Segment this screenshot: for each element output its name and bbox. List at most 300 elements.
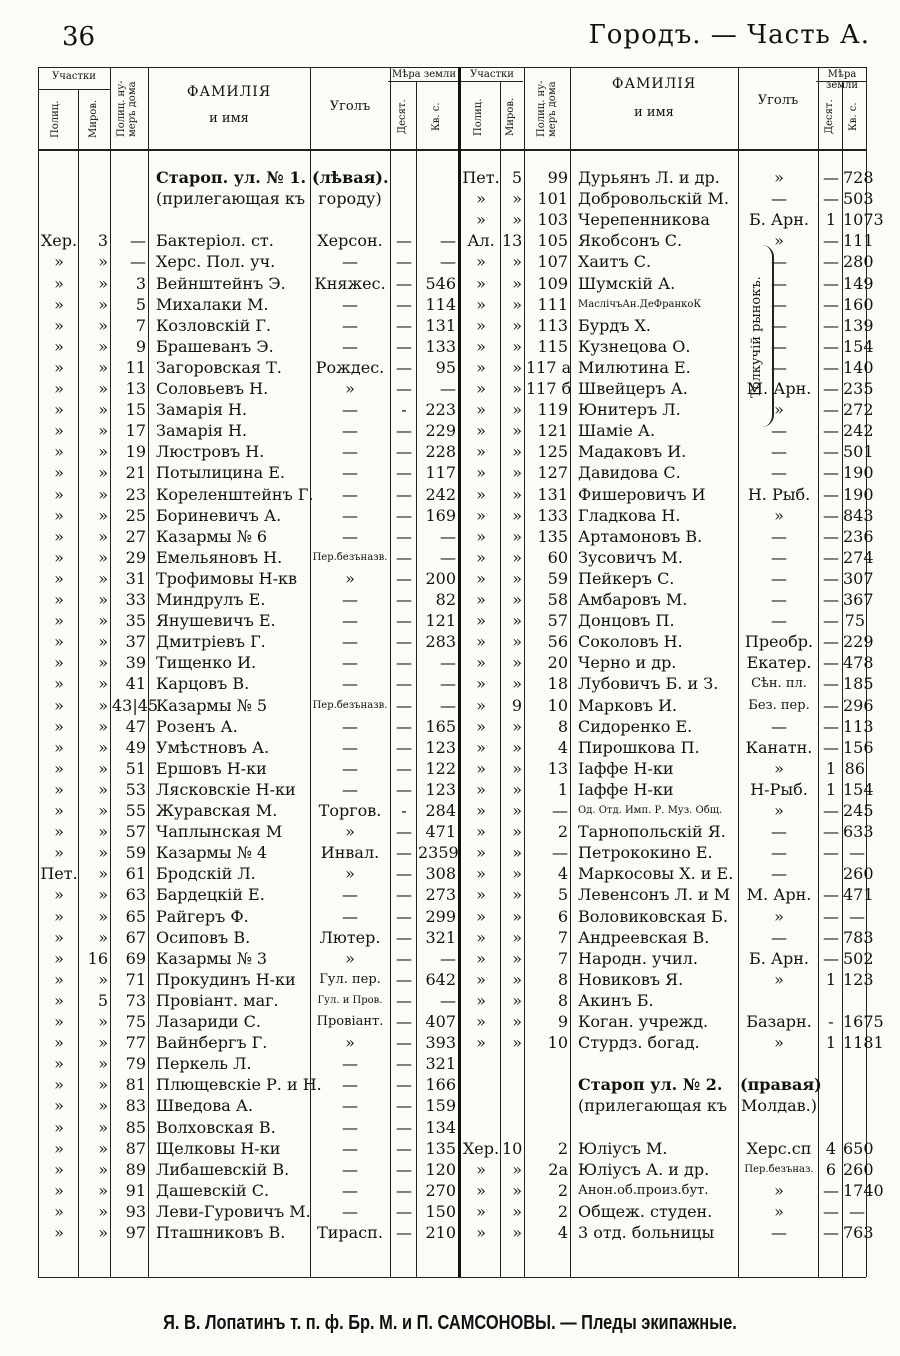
right-row-p: » — [476, 189, 486, 209]
right-row-m: » — [512, 737, 522, 757]
right-row-name: Юліусъ А. и др. — [578, 1159, 710, 1179]
left-row-p: » — [54, 885, 64, 905]
right-row-k: 75 — [844, 611, 865, 631]
right-row-corner: — — [771, 843, 787, 863]
left-row-n: 21 — [125, 463, 146, 483]
left-row-k: 166 — [425, 1075, 456, 1095]
right-row-n: 7 — [557, 948, 568, 968]
left-row-p: » — [54, 1159, 64, 1179]
left-row-name: Умѣстновъ А. — [156, 737, 270, 757]
right-row-name: Юліусъ М. — [578, 1138, 668, 1158]
left-row-d: — — [396, 442, 412, 462]
right-row-k: 86 — [844, 758, 865, 778]
left-row-k: 169 — [425, 505, 456, 525]
right-row-name: Новиковъ Я. — [578, 969, 684, 989]
left-row-m: » — [98, 927, 108, 947]
left-row-n: 59 — [125, 843, 146, 863]
right-row-corner: — — [771, 463, 787, 483]
left-row-k: 321 — [425, 1054, 456, 1074]
left-row-name: Волховская В. — [156, 1117, 276, 1137]
left-row-n: 87 — [125, 1138, 146, 1158]
left-row-n: 17 — [125, 421, 146, 441]
right-row-corner: Канатн. — [745, 737, 813, 757]
left-row-p: » — [54, 1096, 64, 1116]
left-row-name: Загоровская Т. — [156, 357, 282, 377]
right-row-corner: — — [771, 336, 787, 356]
right-row-n: 127 — [537, 463, 568, 483]
left-row-n: 7 — [135, 315, 146, 335]
right-row-d: — — [823, 505, 839, 525]
left-row-n: 35 — [125, 611, 146, 631]
left-row-d: — — [396, 990, 412, 1010]
right-row-corner: » — [774, 758, 784, 778]
left-row-d: - — [401, 400, 407, 420]
left-row-m: » — [98, 779, 108, 799]
left-row-corner: — — [342, 463, 358, 483]
right-row-name: Амбаровъ М. — [578, 590, 688, 609]
right-row-n: — — [552, 801, 568, 820]
right-row-d: — — [823, 611, 839, 631]
left-row-n: 23 — [125, 484, 146, 504]
header-name: и имя — [209, 111, 249, 126]
right-row-corner: Базарн. — [746, 1012, 812, 1031]
right-row-k: 478 — [843, 653, 874, 673]
right-row-k — [843, 1054, 865, 1074]
right-row-name: Воловиковская Б. — [578, 906, 729, 926]
right-row-p: Ал. — [467, 231, 495, 251]
left-row-name: Лазариди С. — [156, 1012, 261, 1031]
right-row-name: Іаффе Н-ки — [578, 758, 674, 778]
left-row-corner: городу) — [318, 189, 382, 209]
right-row-m: » — [512, 315, 522, 335]
right-row-m: » — [512, 653, 522, 673]
right-row-p: » — [476, 843, 486, 863]
right-row-p: » — [476, 906, 486, 926]
left-row-k: 123 — [425, 779, 456, 799]
right-row-m: » — [512, 1012, 522, 1031]
right-row-p: » — [476, 1012, 486, 1031]
right-row-d: — — [823, 927, 839, 947]
right-row-p — [462, 1118, 500, 1138]
left-row-k: 134 — [425, 1117, 456, 1137]
left-row-name: Староп. ул. № 1. — [156, 168, 307, 187]
left-row-m: » — [98, 611, 108, 631]
right-row-n: 117 б — [526, 379, 572, 398]
right-row-p: » — [476, 463, 486, 483]
right-row-k: — — [849, 906, 865, 926]
right-row-m: » — [512, 294, 522, 314]
left-row-n: 49 — [125, 737, 146, 757]
right-row-name: Староп ул. № 2. — [578, 1075, 723, 1095]
left-row-d: — — [396, 315, 412, 335]
right-row-corner: — — [771, 547, 787, 567]
right-row-name: Давидова С. — [578, 463, 681, 483]
right-row-n: 4 — [557, 1223, 568, 1242]
right-row-d: — — [823, 379, 839, 398]
right-row-n: 117 а — [526, 357, 572, 377]
right-row-p: » — [476, 1201, 486, 1221]
left-row-name: Потылицина Е. — [156, 463, 286, 483]
right-row-d — [820, 991, 842, 1011]
left-row-name: Бардецкій Е. — [156, 885, 265, 905]
left-row-d: — — [396, 1012, 412, 1031]
right-row-d: — — [823, 421, 839, 441]
left-row-corner: — — [342, 653, 358, 673]
right-row-k: 650 — [843, 1138, 874, 1158]
right-row-d: — — [823, 843, 839, 863]
right-row-k: 185 — [843, 674, 874, 694]
right-row-d: — — [823, 801, 839, 820]
right-row-n: 10 — [547, 1033, 568, 1053]
right-row-d: — — [823, 568, 839, 588]
left-row-p: » — [54, 758, 64, 778]
left-row-n — [112, 210, 146, 230]
left-row-d: — — [396, 252, 412, 272]
right-row-name: Акинъ Б. — [578, 990, 654, 1010]
right-row-name: Народн. учил. — [578, 948, 698, 968]
left-row-m: » — [98, 758, 108, 778]
right-row-corner: Б. Арн. — [748, 948, 810, 968]
left-row-p: » — [54, 336, 64, 356]
left-row-name: Щелковы Н-ки — [156, 1138, 281, 1158]
right-row-corner: — — [771, 421, 787, 441]
right-row-corner: » — [774, 969, 784, 989]
left-row-k — [418, 210, 456, 230]
left-row-corner: — — [342, 1138, 358, 1158]
left-row-k — [418, 189, 456, 209]
header-land: Мѣра земли — [392, 69, 456, 80]
right-row-n: 2 — [557, 1201, 568, 1221]
left-row-n: 55 — [125, 801, 146, 820]
left-row-name: Миндрулъ Е. — [156, 590, 266, 609]
right-row-p: » — [476, 885, 486, 905]
left-row-corner: — — [342, 590, 358, 609]
left-row-n: 25 — [125, 505, 146, 525]
left-row-m: » — [98, 632, 108, 652]
right-row-n: 2 — [557, 1180, 568, 1200]
right-row-corner: » — [774, 505, 784, 525]
right-row-k: 1675 — [843, 1012, 884, 1031]
left-row-m: » — [98, 1159, 108, 1179]
right-row-corner: — — [771, 927, 787, 947]
right-row-name: МаслічъАн.ДеФранкоК — [578, 298, 702, 310]
left-row-corner: » — [345, 948, 355, 968]
header-corner: Уголъ — [329, 99, 371, 114]
right-row-name — [578, 1118, 740, 1138]
right-row-n: 99 — [547, 168, 568, 187]
left-row-d — [392, 189, 416, 209]
left-row-p: » — [54, 1054, 64, 1074]
right-row-corner: » — [774, 400, 784, 420]
right-row-n: 8 — [557, 716, 568, 736]
right-row-corner: М. Арн. — [746, 885, 812, 905]
right-row-m: » — [512, 484, 522, 504]
left-row-name: Дмитріевъ Г. — [156, 632, 266, 652]
left-row-k: — — [440, 547, 456, 567]
right-row-n: 1 — [557, 779, 568, 799]
right-row-d: — — [823, 906, 839, 926]
right-row-p: » — [476, 969, 486, 989]
left-row-p: » — [54, 484, 64, 504]
left-row-p: Пет. — [40, 864, 78, 884]
right-row-k: 1073 — [843, 210, 884, 230]
left-row-p: » — [54, 1117, 64, 1137]
right-row-k — [843, 1118, 865, 1138]
right-row-name: Соколовъ Н. — [578, 632, 683, 652]
left-row-corner: » — [345, 568, 355, 588]
left-row-corner — [312, 210, 388, 230]
right-row-name: Од. Отд. Имп. Р. Муз. Общ. — [578, 805, 723, 816]
left-row-k: — — [440, 948, 456, 968]
left-row-m — [80, 168, 108, 188]
left-row-name: Райгеръ Ф. — [156, 906, 249, 926]
right-row-p: » — [476, 822, 486, 842]
left-row-k: 120 — [425, 1159, 456, 1179]
left-row-corner: » — [345, 864, 355, 884]
left-row-d — [392, 168, 416, 188]
left-row-n: 73 — [125, 990, 146, 1010]
right-row-corner: » — [774, 168, 784, 187]
right-row-d: — — [823, 822, 839, 842]
right-row-d — [820, 1075, 842, 1095]
left-row-d: — — [396, 1096, 412, 1116]
left-row-n: 29 — [125, 547, 146, 567]
right-row-corner: Екатер. — [746, 653, 812, 673]
right-row-n: 131 — [537, 484, 568, 504]
left-row-k: 2359 — [418, 843, 459, 863]
right-row-k: 236 — [843, 526, 874, 546]
right-row-k: 149 — [843, 273, 874, 293]
left-row-k: 229 — [425, 421, 456, 441]
right-row-p — [462, 1075, 500, 1095]
page-number: 36 — [62, 22, 96, 52]
right-row-m: » — [512, 990, 522, 1010]
left-row-name: Бактеріол. ст. — [156, 231, 274, 251]
right-row-corner: Молдав.) — [741, 1096, 817, 1116]
right-row-d: — — [823, 273, 839, 293]
left-row-name: Чаплынская М — [156, 822, 283, 842]
right-row-name: Тарнопольскій Я. — [578, 822, 726, 842]
right-row-p: » — [476, 779, 486, 799]
left-row-name: Соловьевъ Н. — [156, 379, 269, 398]
left-row-k: 223 — [425, 400, 456, 420]
right-row-corner: — — [771, 273, 787, 293]
left-row-corner: — — [342, 1159, 358, 1179]
left-row-p: » — [54, 674, 64, 694]
right-row-k: 242 — [843, 421, 874, 441]
right-row-corner: » — [774, 231, 784, 251]
left-row-n: 83 — [125, 1096, 146, 1116]
left-row-k: — — [440, 231, 456, 251]
left-row-m: » — [98, 1223, 108, 1242]
right-row-p: » — [476, 716, 486, 736]
right-row-corner: Преобр. — [744, 632, 814, 652]
left-row-p: » — [54, 400, 64, 420]
right-row-k: 123 — [843, 969, 874, 989]
left-row-corner: — — [342, 632, 358, 652]
right-row-p: » — [476, 421, 486, 441]
right-row-n — [526, 1075, 568, 1095]
right-row-name: Фишеровичъ И — [578, 484, 706, 504]
left-row-p: » — [54, 526, 64, 546]
left-row-n: 79 — [125, 1054, 146, 1074]
left-row-corner: » — [345, 822, 355, 842]
left-row-k: — — [440, 252, 456, 272]
left-row-n: — — [130, 252, 146, 272]
left-row-k: 393 — [425, 1033, 456, 1053]
left-row-p: » — [54, 1201, 64, 1221]
left-row-corner: — — [342, 400, 358, 420]
left-row-name: Казармы № 6 — [156, 526, 268, 546]
right-row-k: 1740 — [843, 1180, 884, 1200]
right-row-m: » — [512, 885, 522, 905]
right-row-m: 10 — [502, 1138, 523, 1158]
left-row-m: » — [98, 379, 108, 398]
left-row-name: Прокудинъ Н-ки — [156, 969, 296, 989]
right-row-k: 260 — [843, 864, 874, 884]
left-row-k: — — [440, 379, 456, 398]
right-row-m: » — [512, 568, 522, 588]
left-row-corner: — — [342, 1117, 358, 1137]
left-row-n: 37 — [125, 632, 146, 652]
left-row-n: 69 — [125, 948, 146, 968]
left-row-name: Янушевичъ Е. — [156, 611, 276, 631]
left-row-k: 283 — [425, 632, 456, 652]
left-row-k: 150 — [425, 1201, 456, 1221]
left-row-k: 95 — [435, 357, 456, 377]
left-row-m: » — [98, 590, 108, 609]
left-row-m: » — [98, 906, 108, 926]
left-row-n: 93 — [125, 1201, 146, 1221]
right-row-d: — — [823, 294, 839, 314]
right-row-n: 2 — [557, 1138, 568, 1158]
right-row-n: 18 — [547, 674, 568, 694]
left-row-n: 75 — [125, 1012, 146, 1031]
right-row-d: — — [823, 653, 839, 673]
left-row-k: 270 — [425, 1180, 456, 1200]
right-row-name: Милютина Е. — [578, 357, 691, 377]
left-row-n: 89 — [125, 1159, 146, 1179]
left-row-d: — — [396, 231, 412, 251]
left-row-d: — — [396, 1201, 412, 1221]
right-row-name: Черепенникова — [578, 210, 710, 230]
header-house-number: Полиц. ну-меръ дома — [116, 80, 138, 138]
right-row-p: » — [476, 357, 486, 377]
left-row-d: — — [396, 463, 412, 483]
left-row-name: Вейнштейнъ Э. — [156, 273, 286, 293]
left-row-corner: — — [342, 505, 358, 525]
left-row-n: 53 — [125, 779, 146, 799]
left-row-name: Замарія Н. — [156, 400, 248, 420]
left-row-d: — — [396, 484, 412, 504]
left-row-corner: » — [345, 379, 355, 398]
right-row-p: » — [476, 695, 486, 715]
right-row-corner — [740, 1054, 818, 1074]
right-row-p: » — [476, 653, 486, 673]
right-row-d: — — [823, 632, 839, 652]
left-row-n: 11 — [125, 357, 146, 377]
right-row-corner: — — [771, 864, 787, 884]
right-row-m: » — [512, 1223, 522, 1242]
right-row-corner: Без. пер. — [748, 697, 810, 713]
left-row-m: 5 — [97, 990, 108, 1010]
left-row-name: Емельяновъ Н. — [156, 547, 283, 567]
right-row-d: 1 — [825, 210, 837, 230]
left-row-corner: Тирасп. — [317, 1223, 383, 1242]
left-row-corner: Провіант. — [316, 1014, 384, 1029]
right-row-corner: Н. Рыб. — [747, 484, 811, 504]
left-row-p — [40, 168, 78, 188]
right-row-m: » — [512, 252, 522, 272]
right-row-d: — — [823, 400, 839, 420]
left-row-d: — — [396, 737, 412, 757]
left-row-d: — — [396, 632, 412, 652]
right-row-name: Іаффе Н-ки — [578, 779, 674, 799]
left-row-p: » — [54, 463, 64, 483]
right-row-k: 274 — [843, 547, 874, 567]
left-row-corner: — — [342, 1180, 358, 1200]
left-row-p: » — [54, 590, 64, 609]
header-uchastki-right: Участки — [470, 69, 514, 80]
left-row-k: 165 — [425, 716, 456, 736]
left-row-d: — — [396, 822, 412, 842]
right-row-p: » — [476, 948, 486, 968]
right-row-k: 235 — [843, 379, 874, 398]
header-surname: ФАМИЛІЯ — [186, 84, 272, 100]
left-row-k: 273 — [425, 885, 456, 905]
right-row-d: — — [823, 189, 839, 209]
right-row-n: 107 — [537, 252, 568, 272]
left-row-m: » — [98, 1180, 108, 1200]
right-row-p: » — [476, 737, 486, 757]
right-row-n: 115 — [537, 336, 568, 356]
left-row-n: 57 — [125, 822, 146, 842]
right-row-n: 111 — [537, 294, 568, 314]
left-row-k: 228 — [425, 442, 456, 462]
left-row-d: — — [396, 758, 412, 778]
right-row-d — [820, 864, 842, 884]
right-row-m: » — [512, 526, 522, 546]
left-row-p — [40, 210, 78, 230]
right-row-p: » — [476, 526, 486, 546]
left-row-p: » — [54, 716, 64, 736]
right-row-n: 121 — [537, 421, 568, 441]
left-row-n: 43|45 — [112, 695, 159, 715]
right-row-m: » — [512, 379, 522, 398]
left-row-d: — — [396, 611, 412, 631]
left-row-m: » — [98, 315, 108, 335]
left-row-k — [418, 168, 456, 188]
right-row-name: Пирошкова П. — [578, 737, 700, 757]
advertisement-footer: Я. В. Лопатинъ т. п. ф. Бр. М. и П. САМСОНОВЫ. — Пледы экипажные. — [163, 1312, 737, 1334]
right-row-m: » — [512, 906, 522, 926]
right-row-p: » — [476, 294, 486, 314]
right-row-k: 503 — [843, 189, 874, 209]
left-row-name: Брашеванъ Э. — [156, 336, 274, 356]
right-row-m: » — [512, 590, 522, 609]
right-row-corner: — — [771, 189, 787, 209]
left-row-m: » — [98, 737, 108, 757]
right-row-m: » — [512, 357, 522, 377]
right-row-m: 5 — [511, 168, 522, 187]
header-mirov-right: Миров. — [505, 97, 516, 137]
left-row-n: 15 — [125, 400, 146, 420]
left-row-p: » — [54, 379, 64, 398]
right-row-m: » — [512, 674, 522, 694]
left-row-p: » — [54, 294, 64, 314]
left-row-m — [80, 189, 108, 209]
left-row-d: — — [396, 294, 412, 314]
